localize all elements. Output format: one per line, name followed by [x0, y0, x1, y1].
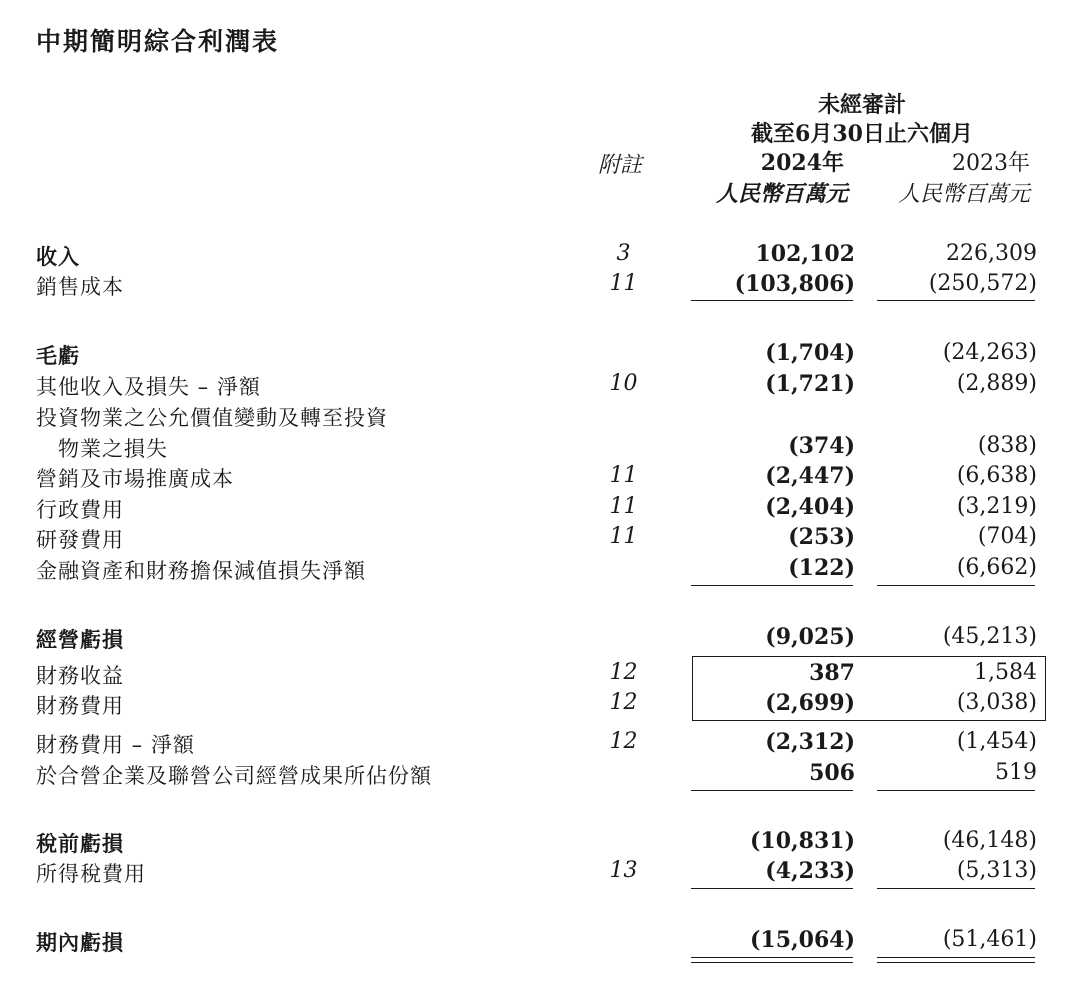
- value-2024-operating-loss: (9,025): [765, 624, 855, 650]
- row-label-investment-property-cont: 物業之損失: [58, 437, 168, 461]
- row-label-pretax-loss: 稅前虧損: [36, 832, 124, 856]
- subtotal-rule: [877, 300, 1035, 301]
- value-2023-investment-property: (838): [977, 433, 1037, 458]
- row-note-marketing: 11: [609, 463, 638, 488]
- value-2023-finance-income: 1,584: [974, 660, 1037, 685]
- row-label-other-income: 其他收入及損失 – 淨額: [36, 375, 261, 399]
- row-label-revenue: 收入: [36, 245, 80, 269]
- subtotal-rule: [877, 888, 1035, 889]
- value-2024-revenue: 102,102: [755, 241, 855, 267]
- value-2024-gross-loss: (1,704): [765, 340, 855, 366]
- value-2023-revenue: 226,309: [946, 241, 1037, 266]
- value-2023-other-income: (2,889): [956, 371, 1037, 396]
- value-2024-cost-of-sales: (103,806): [734, 271, 855, 297]
- value-2023-finance-net: (1,454): [956, 729, 1037, 754]
- page-title: 中期簡明綜合利潤表: [36, 27, 280, 56]
- subtotal-rule: [691, 888, 853, 889]
- value-2023-cost-of-sales: (250,572): [928, 271, 1037, 296]
- subtotal-rule: [691, 585, 853, 586]
- value-2024-admin: (2,404): [765, 494, 855, 520]
- row-note-other-income: 10: [609, 371, 638, 396]
- row-label-gross-loss: 毛虧: [36, 344, 80, 368]
- value-2023-finance-cost: (3,038): [956, 690, 1037, 715]
- subtotal-rule: [877, 790, 1035, 791]
- value-2023-gross-loss: (24,263): [942, 340, 1037, 365]
- row-label-period-loss: 期內虧損: [36, 931, 124, 955]
- value-2024-finance-income: 387: [809, 660, 855, 686]
- row-note-rnd: 11: [609, 524, 638, 549]
- row-label-admin: 行政費用: [36, 498, 124, 522]
- row-note-finance-cost: 12: [609, 690, 638, 715]
- value-2023-jv-share: 519: [995, 760, 1037, 785]
- value-2023-income-tax: (5,313): [956, 858, 1037, 883]
- value-2024-other-income: (1,721): [765, 371, 855, 397]
- row-label-finance-cost: 財務費用: [36, 694, 124, 718]
- total-double-rule: [877, 957, 1035, 963]
- value-2024-pretax-loss: (10,831): [749, 828, 855, 854]
- value-2024-investment-property: (374): [788, 433, 855, 459]
- year-2023-header: 2023年: [952, 151, 1030, 176]
- row-note-income-tax: 13: [609, 858, 638, 883]
- row-note-finance-income: 12: [609, 660, 638, 685]
- value-2024-income-tax: (4,233): [765, 858, 855, 884]
- value-2023-pretax-loss: (46,148): [942, 828, 1037, 853]
- row-note-revenue: 3: [616, 241, 631, 266]
- currency-2024-header: 人民幣百萬元: [715, 181, 848, 207]
- subtotal-rule: [691, 300, 853, 301]
- row-label-jv-share: 於合營企業及聯營公司經營成果所佔份額: [36, 764, 432, 788]
- row-label-operating-loss: 經營虧損: [36, 628, 124, 652]
- row-label-finance-income: 財務收益: [36, 664, 124, 688]
- total-double-rule: [691, 957, 853, 963]
- value-2024-impairment: (122): [788, 555, 855, 581]
- row-note-admin: 11: [609, 494, 638, 519]
- value-2023-marketing: (6,638): [956, 463, 1037, 488]
- value-2024-jv-share: 506: [809, 760, 855, 786]
- subtotal-rule: [691, 790, 853, 791]
- currency-2023-header: 人民幣百萬元: [897, 182, 1030, 207]
- row-label-cost-of-sales: 銷售成本: [36, 275, 124, 299]
- row-label-rnd: 研發費用: [36, 528, 124, 552]
- value-2023-rnd: (704): [977, 524, 1037, 549]
- row-label-marketing: 營銷及市場推廣成本: [36, 467, 234, 491]
- row-label-investment-property: 投資物業之公允價值變動及轉至投資: [36, 406, 388, 430]
- subtotal-rule: [877, 585, 1035, 586]
- row-note-finance-net: 12: [609, 729, 638, 754]
- row-label-finance-net: 財務費用 – 淨額: [36, 733, 195, 757]
- value-2024-finance-net: (2,312): [765, 729, 855, 755]
- period-header: 截至6月30日止六個月: [751, 121, 973, 147]
- value-2023-impairment: (6,662): [956, 555, 1037, 580]
- value-2024-finance-cost: (2,699): [765, 690, 855, 716]
- audit-status-header: 未經審計: [817, 92, 907, 118]
- value-2024-marketing: (2,447): [765, 463, 855, 489]
- row-note-cost-of-sales: 11: [609, 271, 638, 296]
- value-2023-period-loss: (51,461): [942, 927, 1037, 952]
- value-2024-period-loss: (15,064): [749, 927, 855, 953]
- value-2024-rnd: (253): [788, 524, 855, 550]
- value-2023-admin: (3,219): [956, 494, 1037, 519]
- row-label-income-tax: 所得稅費用: [36, 862, 146, 886]
- note-column-header: 附註: [598, 153, 643, 178]
- row-label-impairment: 金融資產和財務擔保減值損失淨額: [36, 559, 366, 583]
- value-2023-operating-loss: (45,213): [942, 624, 1037, 649]
- year-2024-header: 2024年: [760, 150, 844, 176]
